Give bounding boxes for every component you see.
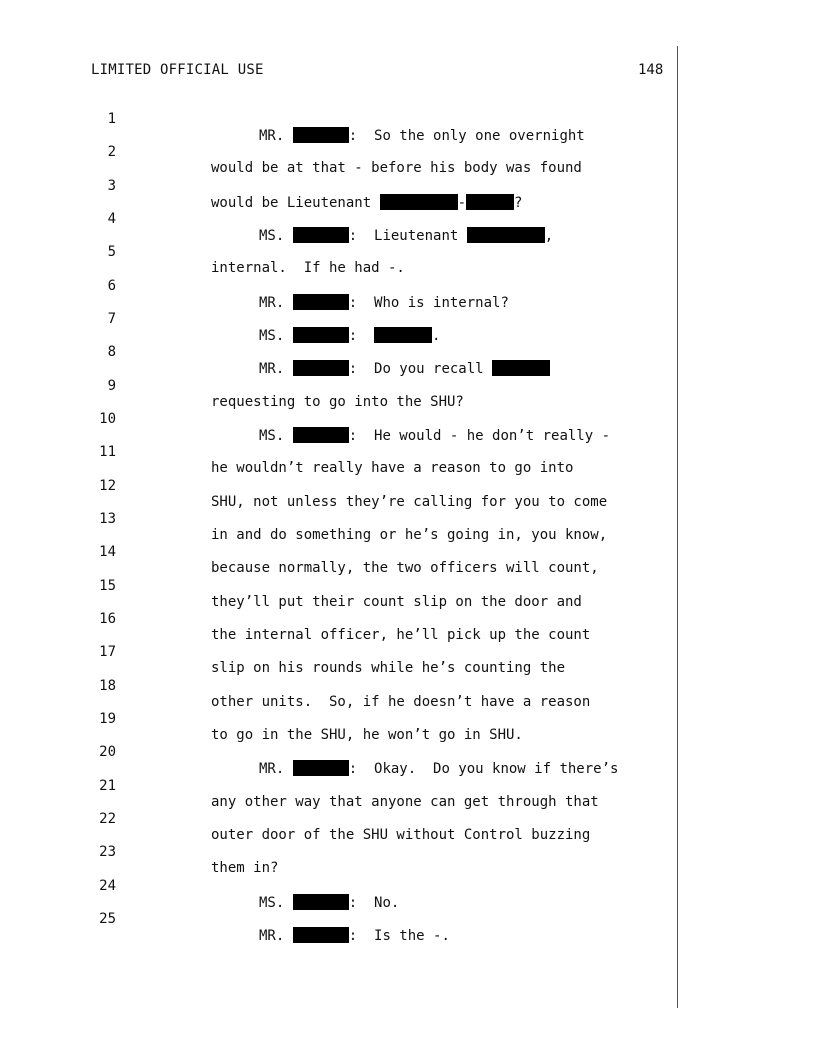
line-text bbox=[259, 894, 399, 911]
speech: : Okay. Do you know if there’s bbox=[348, 761, 619, 777]
line-number: 19 bbox=[99, 711, 116, 727]
line-text bbox=[211, 194, 522, 211]
speaker-title: MR. bbox=[259, 361, 285, 377]
speech: ? bbox=[514, 195, 523, 211]
separator: - bbox=[457, 195, 467, 211]
line-number: 21 bbox=[99, 778, 116, 794]
classification-header: LIMITED OFFICIAL USE bbox=[91, 62, 264, 78]
line-number: 7 bbox=[107, 311, 116, 327]
line-text bbox=[259, 360, 550, 377]
redaction-block bbox=[293, 427, 349, 443]
speaker-title: MR. bbox=[259, 761, 285, 777]
speech: , bbox=[544, 228, 554, 244]
line-number: 24 bbox=[99, 878, 116, 894]
speaker-title: MR. bbox=[259, 928, 285, 944]
speaker-title: MR. bbox=[259, 295, 285, 311]
line-text: slip on his rounds while he’s counting the bbox=[211, 660, 566, 676]
speaker-title: MR. bbox=[259, 128, 285, 144]
line-number: 22 bbox=[99, 811, 116, 827]
page-number: 148 bbox=[638, 62, 664, 78]
redaction-block bbox=[492, 360, 550, 376]
line-text: in and do something or he’s going in, you know, bbox=[211, 527, 608, 543]
line-number: 6 bbox=[107, 278, 116, 294]
redaction-block bbox=[293, 327, 349, 343]
line-text bbox=[259, 927, 450, 944]
speech: : bbox=[348, 328, 358, 344]
redaction-block bbox=[293, 760, 349, 776]
line-text: requesting to go into the SHU? bbox=[211, 394, 464, 410]
line-number: 2 bbox=[107, 144, 116, 160]
line-number: 18 bbox=[99, 678, 116, 694]
speaker-title: MS. bbox=[259, 228, 285, 244]
speaker-title: MS. bbox=[259, 895, 285, 911]
line-text: he wouldn’t really have a reason to go into bbox=[211, 460, 574, 476]
line-number: 13 bbox=[99, 511, 116, 527]
redaction-block bbox=[380, 194, 458, 210]
redaction-block bbox=[293, 360, 349, 376]
transcript-line-1 bbox=[0, 95, 585, 144]
line-text bbox=[259, 227, 553, 244]
line-text: other units. So, if he doesn’t have a reason bbox=[211, 694, 591, 710]
redaction-block bbox=[467, 227, 545, 243]
line-text: to go in the SHU, he won’t go in SHU. bbox=[211, 727, 523, 743]
line-text: internal. If he had -. bbox=[211, 260, 405, 276]
line-text bbox=[259, 294, 509, 311]
redaction-block bbox=[293, 894, 349, 910]
line-text bbox=[259, 127, 585, 144]
right-margin-rule bbox=[677, 46, 678, 1008]
speaker-title: MS. bbox=[259, 328, 285, 344]
line-number: 14 bbox=[99, 544, 116, 560]
line-text bbox=[259, 427, 610, 444]
redaction-block bbox=[293, 294, 349, 310]
line-text: would be at that - before his body was found bbox=[211, 160, 582, 176]
line-number: 3 bbox=[107, 178, 116, 194]
speech: would be Lieutenant bbox=[211, 195, 372, 211]
line-number: 9 bbox=[107, 378, 116, 394]
line-text: SHU, not unless they’re calling for you to come bbox=[211, 494, 608, 510]
line-number: 10 bbox=[99, 411, 116, 427]
line-text bbox=[259, 760, 618, 777]
line-number: 1 bbox=[107, 111, 116, 127]
line-text: outer door of the SHU without Control buzzing bbox=[211, 827, 591, 843]
speech: : Do you recall bbox=[348, 361, 484, 377]
redaction-block bbox=[293, 227, 349, 243]
line-number: 20 bbox=[99, 744, 116, 760]
line-text bbox=[259, 327, 440, 344]
line-number: 4 bbox=[107, 211, 116, 227]
speech: : He would - he don’t really - bbox=[348, 428, 611, 444]
line-text: them in? bbox=[211, 860, 279, 876]
speech: . bbox=[432, 328, 441, 344]
line-text: because normally, the two officers will count, bbox=[211, 560, 599, 576]
line-number: 11 bbox=[99, 444, 116, 460]
line-number: 23 bbox=[99, 844, 116, 860]
line-text: the internal officer, he’ll pick up the count bbox=[211, 627, 591, 643]
line-number: 12 bbox=[99, 478, 116, 494]
redaction-block bbox=[293, 927, 349, 943]
redaction-block bbox=[374, 327, 432, 343]
redaction-block bbox=[293, 127, 349, 143]
speech: : Lieutenant bbox=[348, 228, 459, 244]
line-number: 25 bbox=[99, 911, 116, 927]
line-number: 8 bbox=[107, 344, 116, 360]
speech: : Who is internal? bbox=[348, 295, 509, 311]
line-number: 16 bbox=[99, 611, 116, 627]
line-number: 15 bbox=[99, 578, 116, 594]
line-text: any other way that anyone can get through that bbox=[211, 794, 599, 810]
line-text: they’ll put their count slip on the door and bbox=[211, 594, 582, 610]
speech: : Is the -. bbox=[348, 928, 450, 944]
redaction-block bbox=[466, 194, 514, 210]
line-number: 17 bbox=[99, 644, 116, 660]
speech: : No. bbox=[348, 895, 400, 911]
speech: : So the only one overnight bbox=[348, 128, 585, 144]
speaker-title: MS. bbox=[259, 428, 285, 444]
line-number: 5 bbox=[107, 244, 116, 260]
transcript-line-23 bbox=[0, 828, 279, 876]
